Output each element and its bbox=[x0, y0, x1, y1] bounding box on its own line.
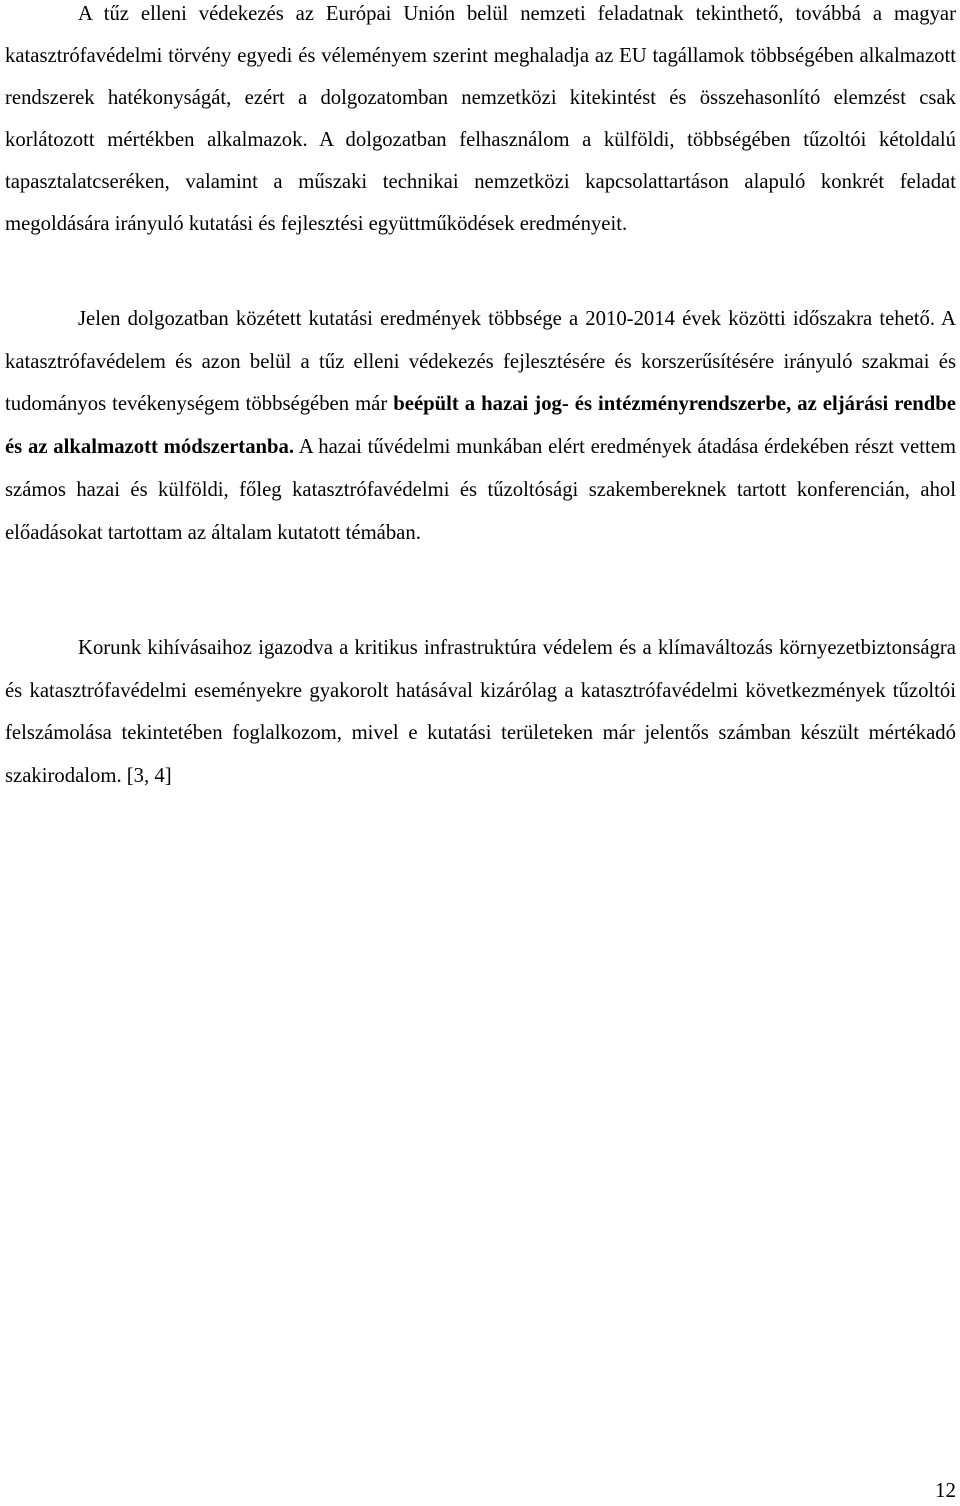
paragraph-2 bbox=[5, 298, 956, 554]
paragraph-2-text-after: A hazai tűvédelmi munkában elért eredmények átadása érdekében részt vettem számos hazai és külföldi, főleg katasztrófavédelmi és tűzoltósági szakembereknek tartott konferencián, ahol előadásokat tartottam az általam kutatott témában. bbox=[5, 436, 956, 544]
paragraph-3: Korunk kihívásaihoz igazodva a kritikus infrastruktúra védelem és a klímaváltozás környezetbiztonságra és katasztrófavédelmi eseményekre gyakorolt hatásával kizárólag a katasztrófavédelmi következmények tűzoltói felszámolása tekintetében foglalkozom, mivel e kutatási területeken már jelentős számban készült mértékadó szakirodalom. [3, 4] bbox=[5, 637, 956, 788]
paragraph-1: A tűz elleni védekezés az Európai Unión belül nemzeti feladatnak tekinthető, továbbá a magyar katasztrófavédelmi törvény egyedi és véleményem szerint meghaladja az EU tagállamok többségében alkalmazott rendszerek hatékonyságát, ezért a dolgozatomban nemzetközi kitekintést és összehasonlító elemzést csak korlátozott mértékben alkalmazok. A dolgozatban felhasználom a külföldi, többségében tűzoltói kétoldalú tapasztalatcseréken, valamint a műszaki technikai nemzetközi kapcsolattartáson alapuló konkrét feladat megoldására irányuló kutatási és fejlesztési együttműködések eredményeit. bbox=[5, 3, 956, 235]
page-number: 12 bbox=[935, 1478, 956, 1502]
paragraph-2-text-before: Jelen dolgozatban közétett kutatási eredmények többsége a 2010-2014 évek közötti időszakra tehető. A katasztrófavédelem és azon belül a tűz elleni védekezés fejlesztésére és korszerűsítésére irányuló szakmai és tudományos tevékenységem többségében már bbox=[5, 308, 956, 416]
paragraph-2-bold-text: beépült a hazai jog- és intézményrendszerbe, az eljárási rendbe és az alkalmazott módszertanba. bbox=[5, 393, 956, 459]
